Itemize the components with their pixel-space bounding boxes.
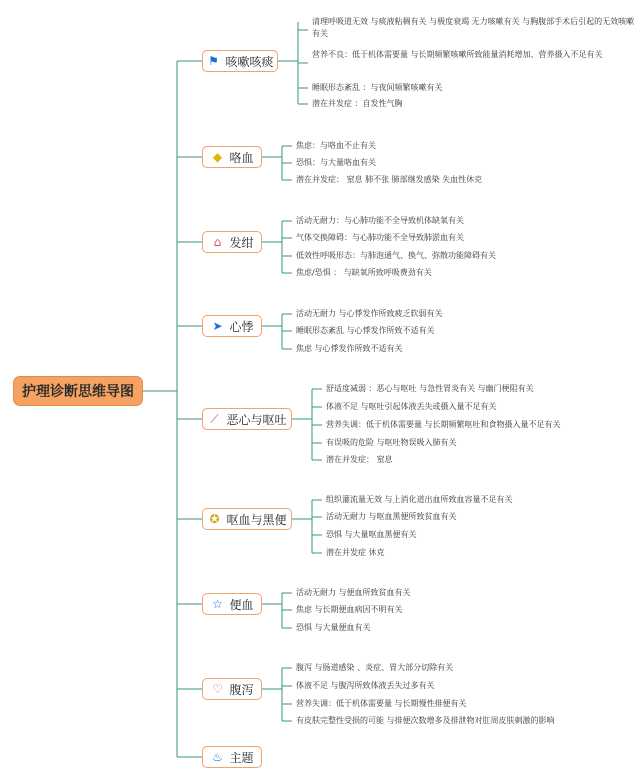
branch-node[interactable] — [202, 231, 262, 253]
branch-label: 腹泻 — [229, 682, 254, 697]
star-icon: ☆ — [212, 597, 223, 611]
branch-node[interactable] — [202, 146, 262, 168]
leaf-item[interactable]: 焦虑/恐惧 ： 与缺氧所致呼吸费劲有关 — [296, 268, 432, 277]
branch-label: 主题 — [229, 750, 254, 765]
leaf-item[interactable]: 营养失调：低于机体需要量 与长期慢性排便有关 — [296, 699, 467, 708]
paper-plane-icon: ➤ — [212, 319, 223, 333]
leaf-item[interactable]: 睡眠形态紊乱 ：与夜间频繁咳嗽有关 — [312, 83, 443, 92]
leaf-item[interactable]: 体液不足 与腹泻所致体液丢失过多有关 — [296, 681, 435, 690]
leaf-item[interactable]: 组织灌流量无效 与上消化道出血所致血容量不足有关 — [326, 495, 513, 504]
branch-label: 发绀 — [229, 235, 254, 250]
diamond-icon: ◆ — [212, 150, 223, 164]
leaf-item[interactable]: 潜在并发症： 窒息 — [326, 455, 393, 464]
branch-node[interactable] — [202, 508, 292, 530]
leaf-item[interactable]: 活动无耐力 与心悸发作所致疲乏软弱有关 — [296, 309, 443, 318]
root-topic[interactable]: 护理诊断思维导图 — [13, 376, 143, 406]
magic-wand-icon: ⟋ — [210, 412, 219, 426]
medal-icon: ✪ — [209, 512, 220, 526]
branch-label: 恶心与呕吐 — [226, 412, 287, 427]
leaf-item[interactable]: 潜在并发症 ：自发性气胸 — [312, 99, 403, 108]
leaf-item[interactable]: 营养不良：低于机体需要量 与长期频繁咳嗽所致能量消耗增加、营养摄入不足有关 — [312, 50, 603, 59]
leaf-item[interactable]: 营养失调：低于机体需要量 与长期频繁呕吐和食物摄入量不足有关 — [326, 420, 561, 429]
flag-icon: ⚑ — [208, 54, 219, 68]
leaf-item[interactable]: 舒适度减弱 ：恶心与呕吐 与急性胃炎有关 与幽门梗阻有关 — [326, 384, 534, 393]
branch-label: 心悸 — [229, 319, 254, 334]
leaf-item[interactable]: 活动无耐力 与便血所致贫血有关 — [296, 588, 411, 597]
leaf-item[interactable]: 体液不足 与呕吐引起体液丢失或摄入量不足有关 — [326, 402, 497, 411]
branch-node[interactable] — [202, 50, 278, 72]
leaf-item[interactable]: 活动无耐力：与心肺功能不全导致机体缺氧有关 — [296, 216, 464, 225]
branch-label: 呕血与黑便 — [226, 512, 287, 527]
branch-node[interactable] — [202, 746, 262, 768]
leaf-item[interactable]: 活动无耐力 与呕血黑便所致贫血有关 — [326, 512, 457, 521]
leaf-item[interactable]: 气体交换障碍：与心肺功能不全导致肺淤血有关 — [296, 233, 464, 242]
heart-icon: ♡ — [212, 682, 223, 696]
branch-node[interactable] — [202, 593, 262, 615]
branch-node[interactable] — [202, 408, 292, 430]
branch-label: 便血 — [229, 597, 254, 612]
leaf-item[interactable]: 恐惧：与大量咯血有关 — [296, 158, 376, 167]
leaf-item[interactable]: 有皮肤完整性受损的可能 与排便次数增多及排泄物对肛周皮肤刺激的影响 — [296, 716, 555, 725]
leaf-item[interactable]: 有误吸的危险 与呕吐物误吸入肺有关 — [326, 438, 457, 447]
home-icon: ⌂ — [213, 235, 222, 249]
leaf-item[interactable]: 焦虑 与心悸发作所致不适有关 — [296, 344, 403, 353]
leaf-item[interactable]: 潜在并发症： 窒息 肺不张 肺部继发感染 失血性休克 — [296, 175, 483, 184]
branch-node[interactable] — [202, 678, 262, 700]
leaf-item[interactable]: 焦虑：与咯血不止有关 — [296, 141, 376, 150]
leaf-item[interactable]: 潜在并发症 休克 — [326, 548, 385, 557]
branch-node[interactable] — [202, 315, 262, 337]
leaf-item[interactable]: 恐惧 与大量便血有关 — [296, 623, 371, 632]
flame-icon: ♨ — [212, 750, 223, 764]
leaf-item[interactable]: 腹泻 与肠道感染 、炎症、胃大部分切除有关 — [296, 663, 454, 672]
leaf-item[interactable]: 低效性呼吸形态：与肺泡通气、换气、弥散功能障碍有关 — [296, 251, 496, 260]
leaf-item[interactable]: 恐惧 与大量呕血黑便有关 — [326, 530, 417, 539]
leaf-item[interactable]: 睡眠形态紊乱 与心悸发作所致不适有关 — [296, 326, 435, 335]
branch-label: 咳嗽咳痰 — [225, 54, 274, 69]
branch-label: 咯血 — [229, 150, 254, 165]
leaf-item[interactable]: 焦虑 与长期便血病因不明有关 — [296, 605, 403, 614]
leaf-item[interactable]: 清理呼吸道无效 与痰液粘稠有关 与极度衰竭 无力咳嗽有关 与胸腹部手术后引起的无效咳嗽有关 — [312, 17, 635, 38]
